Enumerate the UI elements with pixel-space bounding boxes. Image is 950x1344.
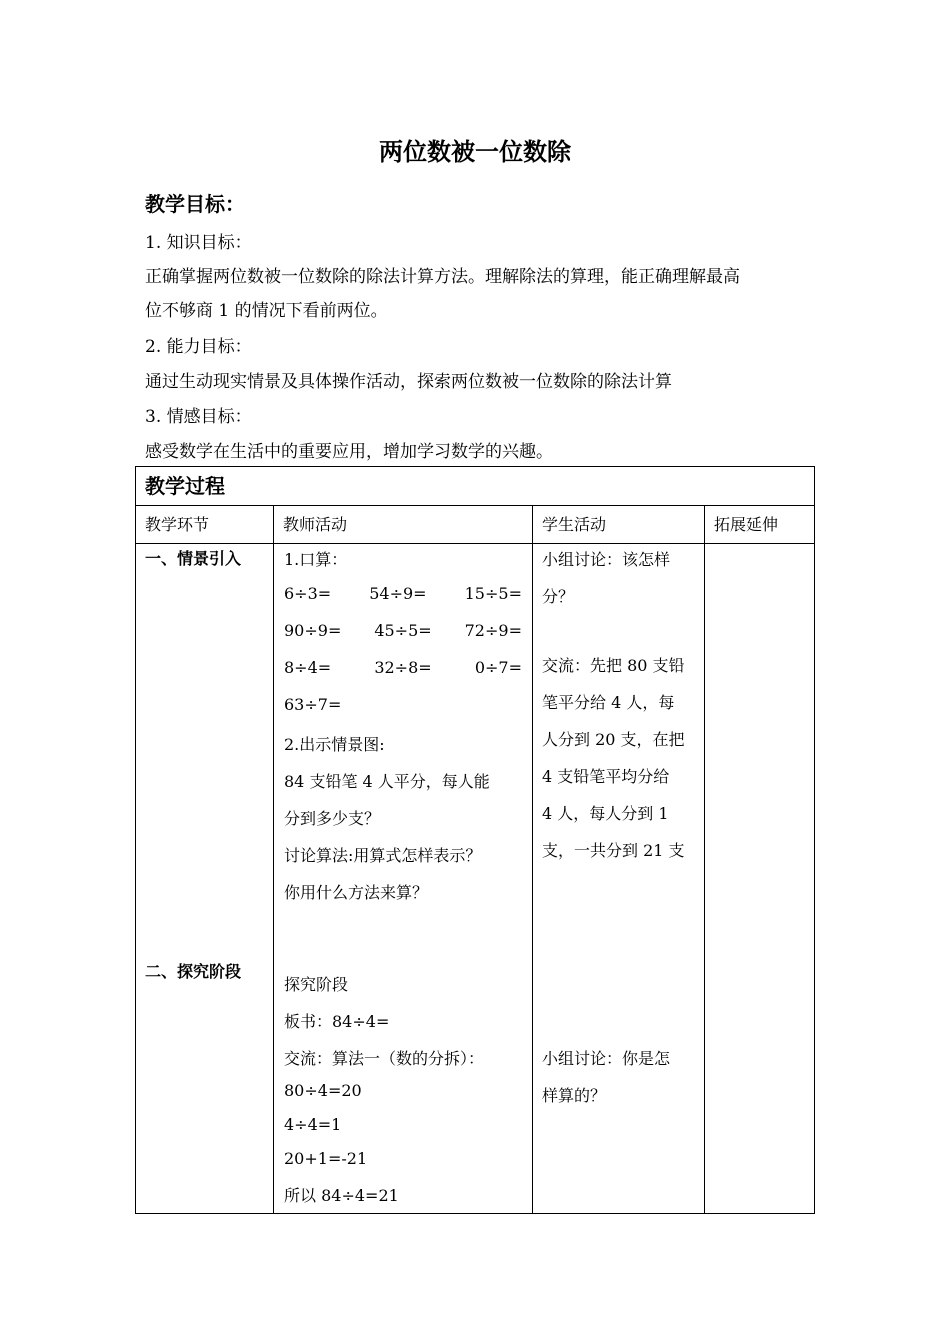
teacher-explore-line: 4÷4=1: [284, 1115, 342, 1134]
student-exchange-line: 4 人，每人分到 1: [542, 804, 669, 823]
objective-2-label: 2. 能力目标：: [145, 337, 252, 357]
objective-2-text: 通过生动现实情景及具体操作活动，探索两位数被一位数除的除法计算: [145, 372, 672, 392]
teacher-scene-line: 讨论算法:用算式怎样表示？: [284, 846, 482, 865]
student-exchange-line: 交流：先把 80 支铅: [542, 656, 685, 675]
student-explore-line: 样算的？: [542, 1086, 607, 1105]
student-intro-line: 分？: [542, 587, 575, 606]
teacher-explore-line: 板书：84÷4=: [284, 1012, 390, 1031]
objective-3-text: 感受数学在生活中的重要应用，增加学习数学的兴趣。: [145, 442, 553, 462]
teacher-scene-label: 2.出示情景图:: [284, 735, 385, 754]
objective-1-text-line2: 位不够商 1 的情况下看前两位。: [145, 301, 388, 321]
objectives-heading: 教学目标：: [145, 192, 245, 216]
teacher-explore-line: 交流：算法一（数的分拆）：: [284, 1049, 485, 1068]
objective-1-label: 1. 知识目标：: [145, 233, 252, 253]
teacher-explore-line: 所以 84÷4=21: [284, 1186, 399, 1205]
table-rule: [532, 505, 533, 1213]
teacher-explore-line: 80÷4=20: [284, 1081, 362, 1100]
oral-calc-row-3: [284, 658, 522, 677]
student-exchange-line: 支，一共分到 21 支: [542, 841, 685, 860]
oral-calc-item: 32÷8=: [374, 658, 432, 677]
oral-calc-row-1: [284, 584, 522, 603]
teacher-explore-line: 20+1=-21: [284, 1149, 368, 1168]
table-section-title: 教学过程: [145, 474, 225, 498]
table-rule: [273, 505, 274, 1213]
teacher-scene-line: 你用什么方法来算？: [284, 883, 429, 902]
header-student: 学生活动: [542, 515, 607, 534]
oral-calc-item: 90÷9=: [284, 621, 342, 640]
table-rule: [136, 543, 814, 544]
teacher-explore-line: 探究阶段: [284, 975, 349, 994]
student-exchange-line: 人分到 20 支，在把: [542, 730, 685, 749]
student-intro-line: 小组讨论：该怎样: [542, 550, 671, 569]
oral-calc-last: 63÷7=: [284, 695, 342, 714]
student-explore-line: 小组讨论：你是怎: [542, 1049, 671, 1068]
header-teacher: 教师活动: [283, 515, 348, 534]
oral-calc-item: 45÷5=: [374, 621, 432, 640]
teacher-scene-line: 84 支铅笔 4 人平分，每人能: [284, 772, 490, 791]
objective-3-label: 3. 情感目标：: [145, 407, 252, 427]
teacher-scene-line: 分到多少支？: [284, 809, 381, 828]
page-title: 两位数被一位数除: [379, 138, 571, 166]
teaching-process-table: [135, 466, 815, 1214]
header-extension: 拓展延伸: [714, 515, 779, 534]
oral-calc-item: 0÷7=: [474, 658, 522, 677]
objective-1-text-line1: 正确掌握两位数被一位数除的除法计算方法。理解除法的算理，能正确理解最高: [145, 267, 740, 287]
oral-calc-item: 15÷5=: [464, 584, 522, 603]
oral-calc-item: 54÷9=: [369, 584, 427, 603]
table-rule: [136, 505, 814, 506]
stage-intro: 一、情景引入: [145, 549, 242, 568]
oral-calc-item: 6÷3=: [284, 584, 332, 603]
table-rule: [704, 505, 705, 1213]
oral-calc-item: 8÷4=: [284, 658, 332, 677]
student-exchange-line: 笔平分给 4 人，每: [542, 693, 675, 712]
oral-calc-item: 72÷9=: [464, 621, 522, 640]
header-stage: 教学环节: [145, 515, 210, 534]
teacher-oral-calc-label: 1.口算：: [284, 550, 348, 569]
stage-explore: 二、探究阶段: [145, 962, 242, 981]
student-exchange-line: 4 支铅笔平均分给: [542, 767, 670, 786]
oral-calc-row-2: [284, 621, 522, 640]
